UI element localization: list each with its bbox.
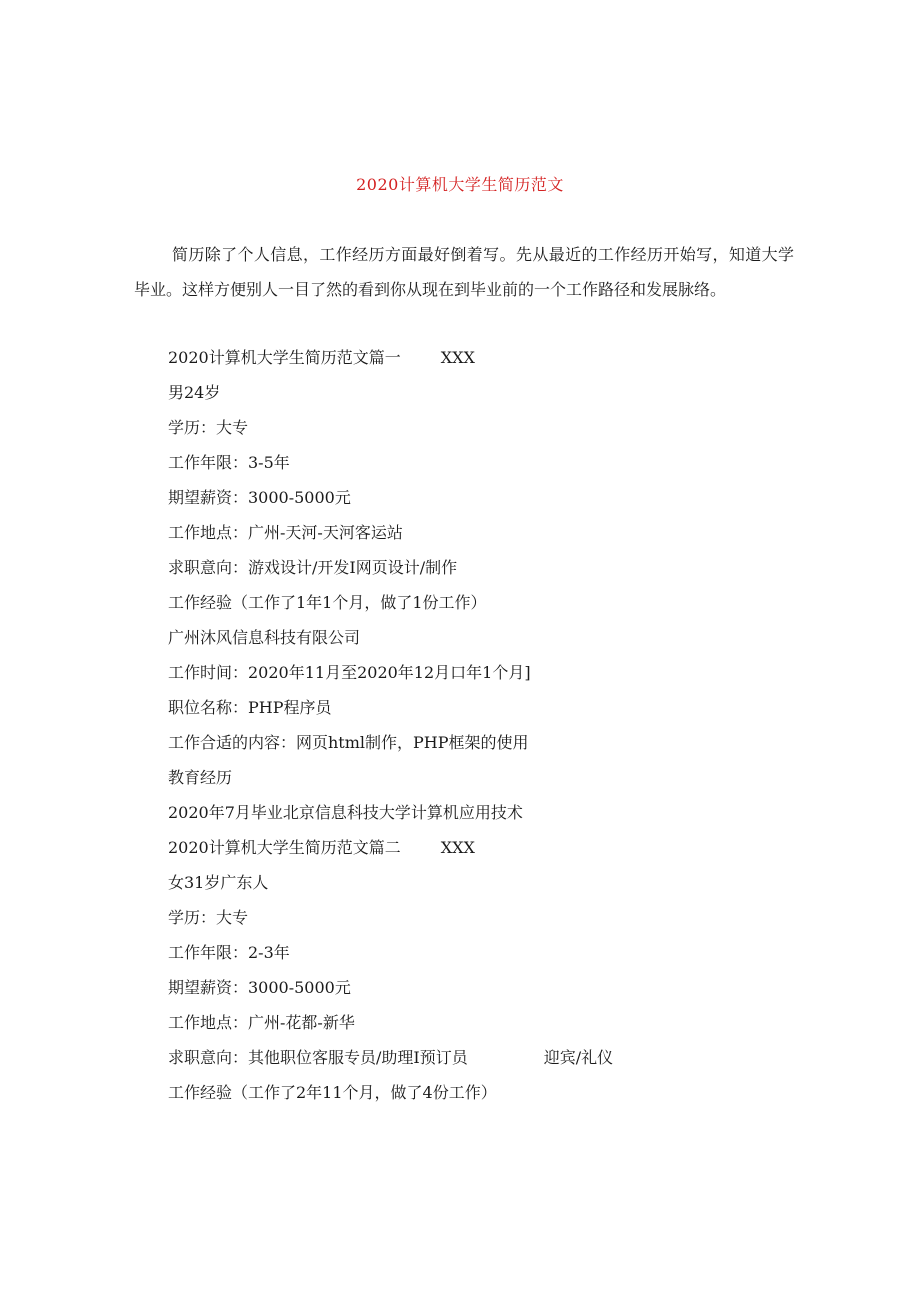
resume-one-edu-detail: 2020年7月毕业北京信息科技大学计算机应用技术	[168, 803, 523, 822]
resume-two-salary: 期望薪资：3000-5000元	[168, 978, 351, 997]
resume-one-salary: 期望薪资：3000-5000元	[168, 488, 351, 507]
resume-one-years: 工作年限：3-5年	[168, 453, 290, 472]
resume-two-intention-line	[168, 1040, 808, 1075]
resume-one-heading: 2020计算机大学生简历范文篇一	[168, 348, 401, 367]
resume-one-work-time: 工作时间：2020年11月至2020年12月口年1个月]	[168, 663, 531, 682]
resume-two-years: 工作年限：2-3年	[168, 943, 290, 962]
resume-one-name: XXX	[440, 348, 475, 367]
resume-two-education: 学历：大专	[168, 908, 249, 927]
resume-two-intention: 求职意向：其他职位客服专员/助理I预订员	[168, 1048, 468, 1067]
resume-two-name: XXX	[440, 838, 475, 857]
resume-two-heading-line	[168, 830, 808, 865]
resume-one-location: 工作地点：广州-天河-天河客运站	[168, 523, 403, 542]
resume-two-experience: 工作经验（工作了2年11个月，做了4份工作）	[168, 1083, 497, 1102]
resume-two-gender-age: 女31岁广东人	[168, 873, 269, 892]
document-title: 2020计算机大学生简历范文	[356, 175, 564, 194]
resume-one-experience: 工作经验（工作了1年1个月，做了1份工作）	[168, 593, 487, 612]
resume-two-location: 工作地点：广州-花都-新华	[168, 1013, 355, 1032]
resume-lines	[168, 340, 808, 1110]
resume-one-gender-age: 男24岁	[168, 383, 221, 402]
resume-one-education: 学历：大专	[168, 418, 249, 437]
intro-paragraph: 简历除了个人信息，工作经历方面最好倒着写。先从最近的工作经历开始写，知道大学毕业。这样方便别人一目了然的看到你从现在到毕业前的一个工作路径和发展脉络。	[134, 245, 794, 299]
resume-two-intention-extra: 迎宾/礼仪	[543, 1048, 614, 1067]
resume-one-company: 广州沐风信息科技有限公司	[168, 628, 361, 647]
resume-one-heading-line	[168, 340, 808, 375]
resume-one-content: 工作合适的内容：网页html制作，PHP框架的使用	[168, 733, 529, 752]
resume-one-intention: 求职意向：游戏设计/开发I网页设计/制作	[168, 558, 458, 577]
resume-one-edu-heading: 教育经历	[168, 768, 233, 787]
resume-one-position: 职位名称：PHP程序员	[168, 698, 332, 717]
resume-two-heading: 2020计算机大学生简历范文篇二	[168, 838, 401, 857]
